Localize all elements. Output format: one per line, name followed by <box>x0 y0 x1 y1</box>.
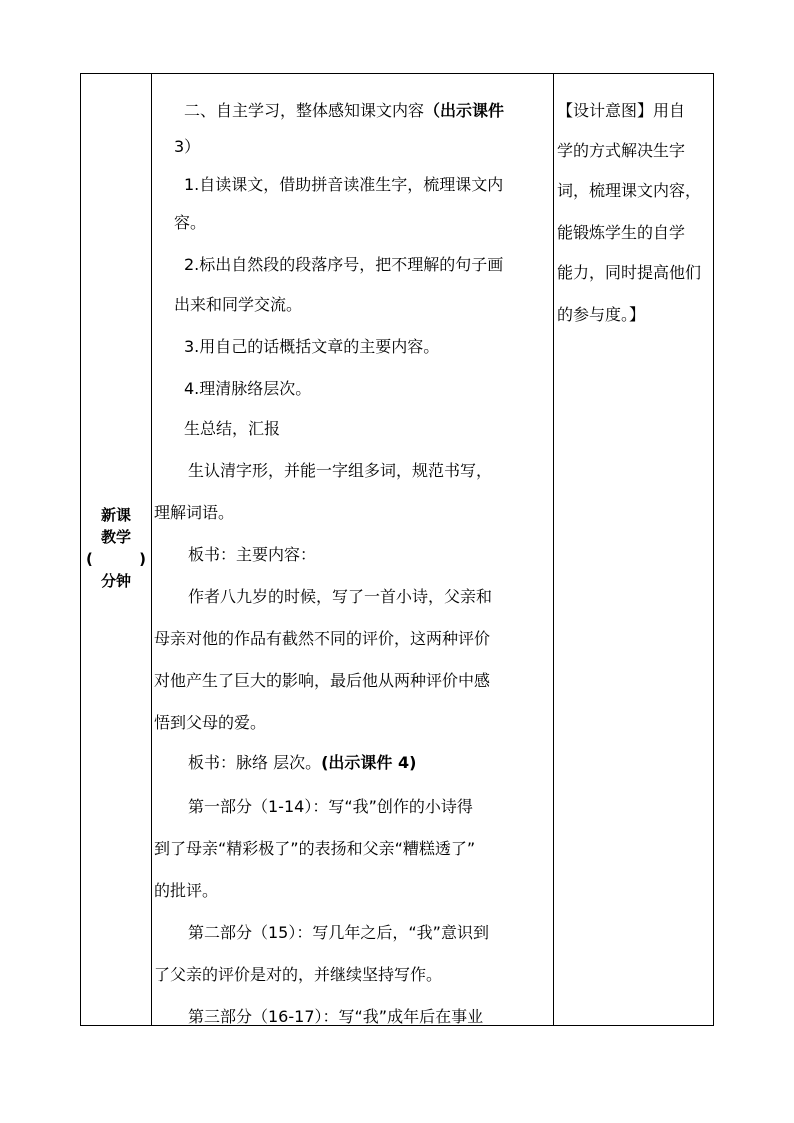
content-line-text: 第一部分（1-14）：写“我”创作的小诗得 <box>188 797 473 816</box>
content-line <box>184 172 503 195</box>
content-line-text: 母亲对他的作品有截然不同的评价，这两种评价 <box>154 629 491 648</box>
content-line-text: 第三部分（16-17）：写“我”成年后在事业 <box>188 1007 484 1026</box>
design-intent-line: 词，梳理课文内容， <box>557 181 702 200</box>
content-line-text: 的批评。 <box>154 881 219 900</box>
content-line-text: 理解词语。 <box>154 503 235 522</box>
content-line <box>174 210 206 233</box>
content-line <box>188 920 489 943</box>
content-line-text: 作者八九岁的时候，写了一首小诗，父亲和 <box>188 587 493 606</box>
content-line <box>154 836 475 859</box>
content-line <box>154 710 266 733</box>
courseware-ref: （出示课件 <box>424 101 505 120</box>
content-line-text: 了父亲的评价是对的，并继续坚持写作。 <box>154 965 443 984</box>
content-line-text: 容。 <box>174 213 207 232</box>
stage-label-line: 分钟 <box>100 572 131 590</box>
column-divider <box>553 74 554 1025</box>
stage-label-cell <box>81 504 151 592</box>
column-divider <box>151 74 152 1025</box>
content-line <box>188 794 473 817</box>
content-line <box>184 416 280 439</box>
courseware-ref: (出示课件 4) <box>321 753 417 772</box>
content-line-text: 板书：主要内容： <box>188 545 317 564</box>
content-line <box>154 500 234 523</box>
content-line <box>188 750 416 773</box>
content-line-text: 生认清字形，并能一字组多词，规范书写， <box>188 461 493 480</box>
content-line-text: 二、自主学习，整体感知课文内容 <box>184 101 425 120</box>
content-line <box>188 458 492 481</box>
content-line-text: 生总结，汇报 <box>184 419 281 438</box>
content-line <box>184 98 504 121</box>
content-line-text: 第二部分（15）：写几年之后，“我”意识到 <box>188 923 489 942</box>
minutes-paren <box>81 548 151 570</box>
content-line-text: 3） <box>174 137 201 156</box>
lesson-table <box>80 73 714 1026</box>
content-line <box>184 334 439 357</box>
content-line <box>174 134 200 157</box>
content-line <box>188 1004 483 1027</box>
stage-label-line: 新课 <box>100 506 131 524</box>
design-intent-line: 的参与度。】 <box>557 305 646 324</box>
content-line <box>188 584 492 607</box>
content-line <box>188 542 316 565</box>
content-line-text: 悟到父母的爱。 <box>154 713 267 732</box>
content-line-text: 2.标出自然段的段落序号，把不理解的句子画 <box>184 255 504 274</box>
stage-label-line: 教学 <box>100 528 131 546</box>
paren-close: ) <box>139 550 146 568</box>
content-line <box>154 878 218 901</box>
content-line <box>184 252 503 275</box>
content-line-text: 到了母亲“精彩极了”的表扬和父亲“糟糕透了” <box>154 839 476 858</box>
design-intent-line: 能力，同时提高他们 <box>557 263 702 282</box>
content-line <box>174 292 302 315</box>
content-line-text: 3.用自己的话概括文章的主要内容。 <box>184 337 440 356</box>
content-line <box>154 668 490 691</box>
content-line-text: 出来和同学交流。 <box>174 295 303 314</box>
content-line <box>154 626 490 649</box>
content-line-text: 4.理清脉络层次。 <box>184 379 312 398</box>
content-line-text: 对他产生了巨大的影响，最后他从两种评价中感 <box>154 671 491 690</box>
content-line-text: 板书：脉络 层次。 <box>188 753 322 772</box>
design-intent-line: 能锻炼学生的自学 <box>557 223 686 242</box>
content-line <box>154 962 442 985</box>
content-line <box>184 376 311 399</box>
paren-open: ( <box>86 550 93 568</box>
design-intent-line: 学的方式解决生字 <box>557 141 686 160</box>
design-intent-line: 【设计意图】用自 <box>557 101 686 120</box>
content-line-text: 1.自读课文，借助拼音读准生字，梳理课文内 <box>184 175 504 194</box>
